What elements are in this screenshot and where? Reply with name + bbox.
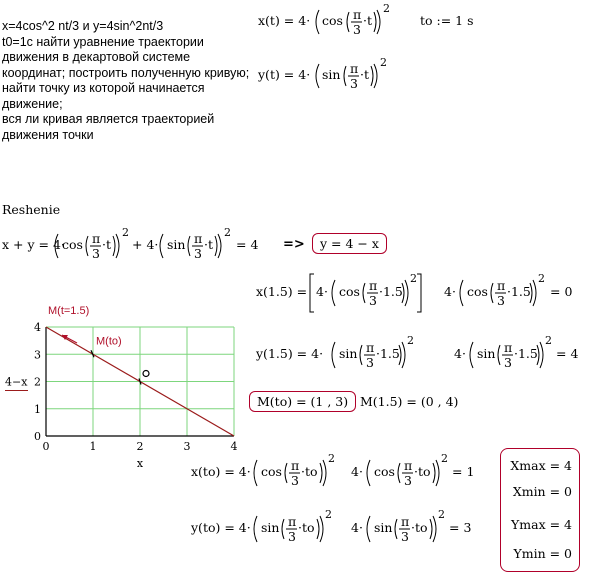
pi-num: π (353, 7, 362, 22)
x15-chk-four: 4· (444, 284, 456, 299)
y-tick-label: 4 (34, 321, 41, 334)
xto-arg: ·to (301, 464, 318, 479)
y-def-lhs: y(t) = 4· (258, 67, 311, 82)
dot-t: ·t (363, 13, 372, 28)
x15-chk-pi: π (497, 278, 506, 293)
x-tick-label: 3 (183, 440, 191, 453)
x-def-lhs: x(t) = 4· (258, 13, 311, 28)
x-tick-label: 0 (42, 440, 50, 453)
yto-arg: ·to (298, 520, 315, 535)
pi-num-2: π (350, 61, 359, 76)
yto-chk-arg: ·to (411, 520, 428, 535)
y15-chk-sq: 2 (545, 334, 552, 347)
sum-cos: cos (62, 237, 83, 252)
x15-cos: cos (339, 284, 360, 299)
xmax-label: Xmax = 4 (510, 458, 572, 473)
x15-lhs: x(1.5) = (256, 284, 308, 299)
y15-three: 3 (366, 355, 374, 370)
point-mid-circle (143, 371, 149, 377)
x-tick-label: 2 (136, 440, 144, 453)
x15-three: 3 (369, 293, 377, 308)
x-tick-label: 4 (230, 440, 238, 453)
y15-sq: 2 (407, 334, 414, 347)
x15-sq: 2 (410, 272, 417, 285)
sum-three-2: 3 (194, 246, 202, 261)
three-den-2: 3 (350, 76, 358, 91)
xto-chk-pi: π (404, 458, 413, 473)
x-tick-label: 1 (89, 440, 97, 453)
to-definition: to := 1 s (420, 13, 474, 28)
xto-chk-four: 4· (351, 464, 363, 479)
x15-chk-cos: cos (467, 284, 488, 299)
xmin-label: Xmin = 0 (512, 484, 572, 499)
y15-four: = 4 (556, 346, 579, 361)
xto-chk-cos: cos (374, 464, 395, 479)
xto-val: = 1 (452, 464, 475, 479)
m-15-point: M(1.5) = (0 , 4) (360, 394, 459, 409)
yto-val: = 3 (449, 520, 472, 535)
sum-pi-1: π (92, 231, 101, 246)
y-tick-label: 1 (34, 402, 41, 416)
y15-sin: sin (339, 346, 358, 361)
trajectory-chart (0, 298, 250, 468)
y15-lhs: y(1.5) = 4· (256, 346, 324, 361)
xto-sq: 2 (328, 452, 335, 465)
x15-chk-three: 3 (497, 293, 505, 308)
definitions-block (255, 0, 415, 100)
sum-lhs: x + y = 4· (2, 237, 65, 252)
sum-t-1: ·t (102, 237, 111, 252)
y-tick-label: 2 (34, 375, 41, 389)
xto-cos: cos (261, 464, 282, 479)
y15-equation (253, 330, 593, 380)
sum-mid: + 4· (132, 237, 159, 252)
y-tick-label: 3 (34, 348, 41, 362)
x15-pi: π (369, 278, 378, 293)
trajectory-result: y = 4 − x (312, 233, 387, 254)
x15-arg: ·1.5 (379, 284, 403, 299)
y-axis-label: 4−x (5, 375, 28, 389)
sum-rhs: = 4 (236, 237, 259, 252)
implies-arrow: => (283, 237, 305, 252)
square-exp: 2 (383, 2, 390, 15)
yto-pi: π (288, 514, 297, 529)
three-den: 3 (353, 22, 361, 37)
xto-pi: π (291, 458, 300, 473)
dot-t-2: ·t (360, 67, 369, 82)
xto-chk-sq: 2 (441, 452, 448, 465)
yto-lhs: y(to) = 4· (191, 520, 251, 535)
xto-chk-three: 3 (404, 473, 412, 488)
xto-three: 3 (291, 473, 299, 488)
xto-chk-arg: ·to (414, 464, 431, 479)
yto-chk-four: 4· (351, 520, 363, 535)
cos-label: cos (322, 13, 343, 28)
sum-sin: sin (167, 237, 186, 252)
yto-sq: 2 (325, 508, 332, 521)
y15-chk-four: 4· (454, 346, 466, 361)
yto-three: 3 (288, 529, 296, 544)
yto-chk-sin: sin (374, 520, 393, 535)
x15-chk-arg: ·1.5 (507, 284, 531, 299)
yto-sin: sin (261, 520, 280, 535)
sum-sq-1: 2 (122, 226, 129, 239)
y15-chk-sin: sin (477, 346, 496, 361)
y15-chk-three: 3 (504, 355, 512, 370)
sum-equation (0, 222, 285, 272)
x-axis-label: x (136, 457, 144, 468)
y15-arg: ·1.5 (376, 346, 400, 361)
yto-chk-sq: 2 (438, 508, 445, 521)
sum-sq-2: 2 (224, 226, 231, 239)
sum-three-1: 3 (92, 246, 100, 261)
solution-label: Reshenie (2, 202, 61, 217)
y15-pi: π (366, 340, 375, 355)
point-m-to-label: M(to) (96, 335, 122, 348)
xto-lhs: x(to) = 4· (191, 464, 251, 479)
ymin-label: Ymin = 0 (513, 546, 572, 561)
x15-zero: = 0 (550, 284, 573, 299)
point-m15-label: M(t=1.5) (48, 305, 90, 317)
x15-four: 4· (316, 284, 328, 299)
square-exp-2: 2 (380, 56, 387, 69)
y-tick-label: 0 (34, 430, 41, 443)
m-to-point: M(to) = (1 , 3) (249, 391, 356, 412)
y15-chk-arg: ·1.5 (514, 346, 538, 361)
sin-label: sin (322, 67, 341, 82)
sum-pi-2: π (194, 231, 203, 246)
yto-chk-three: 3 (401, 529, 409, 544)
sum-t-2: ·t (204, 237, 213, 252)
paren-left (316, 10, 319, 34)
task-statement: x=4cos^2 nt/3 и y=4sin^2nt/3 t0=1c найти уравнение траектории движения в декартовой системе координат; построить полученную кривую; найти точку из которой начинается движение; вся ли кривая является траекторией движения точки (2, 19, 250, 142)
to-evaluations (188, 450, 498, 570)
ymax-label: Ymax = 4 (511, 517, 572, 532)
y15-chk-pi: π (504, 340, 513, 355)
yto-chk-pi: π (401, 514, 410, 529)
x15-equation (253, 268, 593, 318)
x15-chk-sq: 2 (538, 272, 545, 285)
